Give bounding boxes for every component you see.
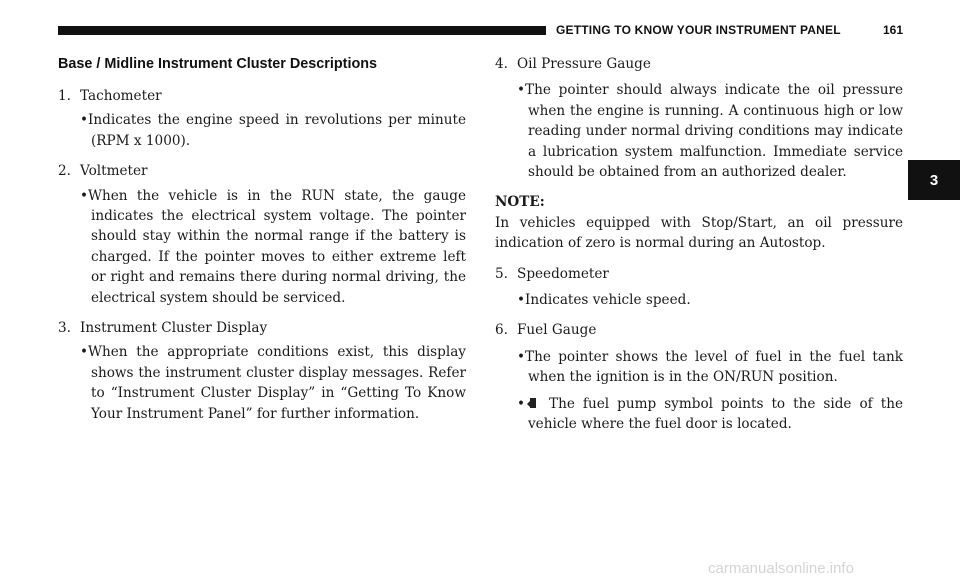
- running-header: GETTING TO KNOW YOUR INSTRUMENT PANEL: [556, 23, 841, 37]
- item-title: Oil Pressure Gauge: [517, 56, 651, 72]
- bullet: •When the vehicle is in the RUN state, the gauge indicates the electrical system voltage. The pointer should stay within the normal range if the battery is charged. If the pointer moves to either extreme left or right and remains there during normal driving, the electrical system should be serviced.: [80, 187, 466, 306]
- fuel-gauge-item: [495, 320, 903, 434]
- item-number: 5.: [495, 265, 508, 282]
- chapter-tab: 3: [908, 160, 960, 200]
- bullet: •When the appropriate conditions exist, this display shows the instrument cluster display messages. Refer to “Instrument Cluster Display” in “Getting To Know Your Instrument Panel” for further information.: [80, 344, 466, 422]
- item-number: 3.: [58, 320, 71, 337]
- bullet: •The pointer shows the level of fuel in the fuel tank when the ignition is in the ON/RUN position.: [517, 348, 903, 386]
- tachometer-item: [58, 86, 466, 151]
- header-rule: [58, 26, 546, 35]
- item-number: 2.: [58, 163, 71, 180]
- item-title: Tachometer: [80, 88, 162, 104]
- instrument-cluster-display-item: [58, 318, 466, 424]
- bullet: •Indicates the engine speed in revolutions per minute (RPM x 1000).: [80, 112, 466, 149]
- right-column: [495, 54, 903, 445]
- item-title: Speedometer: [517, 265, 609, 282]
- bullet: •Indicates vehicle speed.: [517, 292, 691, 309]
- note-label: NOTE:: [495, 194, 545, 211]
- item-title: Instrument Cluster Display: [80, 320, 268, 337]
- voltmeter-item: [58, 161, 466, 308]
- section-heading: Base / Midline Instrument Cluster Descriptions: [58, 56, 378, 72]
- bullet: • The fuel pump symbol points to the side of the vehicle where the fuel door is located.: [517, 395, 903, 433]
- speedometer-item: [495, 264, 903, 311]
- watermark: carmanualsonline.info: [708, 560, 854, 577]
- item-number: 6.: [495, 322, 508, 339]
- fuel-pump-icon: [527, 398, 537, 409]
- left-column: [58, 54, 466, 434]
- oil-pressure-item: [495, 54, 903, 182]
- item-title: Fuel Gauge: [517, 322, 597, 339]
- bullet: •The pointer should always indicate the oil pressure when the engine is running. A continuous high or low reading under normal driving conditions may indicate a lubrication system malfunction. Immediate service should be obtained from an authorized dealer.: [517, 82, 903, 181]
- item-number: 1.: [58, 88, 71, 104]
- note: [495, 192, 903, 253]
- item-number: 4.: [495, 56, 508, 72]
- item-title: Voltmeter: [80, 163, 148, 180]
- page-number: 161: [883, 23, 904, 37]
- note-text: In vehicles equipped with Stop/Start, an oil pressure indication of zero is normal during an Autostop.: [495, 214, 903, 252]
